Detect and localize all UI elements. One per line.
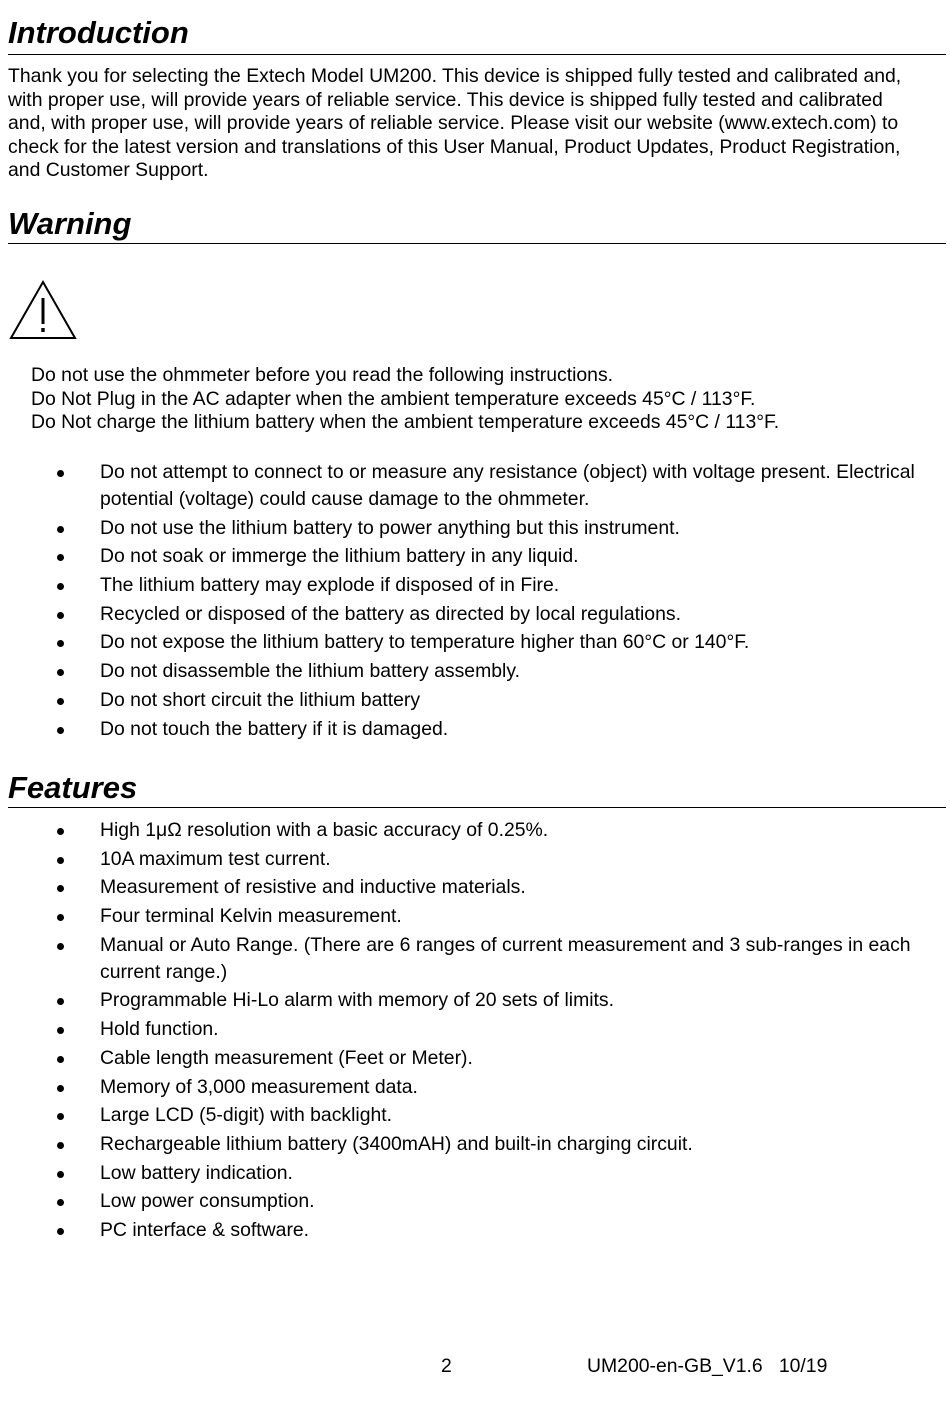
bullet-icon	[57, 554, 64, 561]
list-item: Large LCD (5-digit) with backlight.	[0, 1102, 930, 1129]
warning-line: Do not use the ohmmeter before you read the following instructions.	[31, 364, 614, 386]
list-item: The lithium battery may explode if disposed of in Fire.	[0, 572, 930, 599]
page-number: 2	[441, 1355, 452, 1377]
list-item: Low power consumption.	[0, 1188, 930, 1215]
bullet-icon	[57, 1027, 64, 1034]
bullet-icon	[57, 1171, 64, 1178]
list-item: Low battery indication.	[0, 1160, 930, 1187]
bullet-icon	[57, 1228, 64, 1235]
bullet-icon	[57, 1199, 64, 1206]
warning-line: Do Not charge the lithium battery when the ambient temperature exceeds 45°C / 113°F.	[31, 411, 780, 434]
warning-intro-lines	[31, 364, 779, 435]
warning-triangle-icon	[8, 279, 78, 341]
bullet-icon	[57, 1113, 64, 1120]
list-item: Do not expose the lithium battery to temperature higher than 60°C or 140°F.	[0, 629, 930, 656]
warning-heading: Warning	[8, 208, 946, 244]
list-item: Do not attempt to connect to or measure any resistance (object) with voltage present. Electrical potential (voltage) could cause damage to the ohmmeter.	[0, 459, 930, 513]
bullet-icon	[57, 885, 64, 892]
bullet-icon	[57, 998, 64, 1005]
bullet-icon	[57, 828, 64, 835]
warning-line: Do Not Plug in the AC adapter when the ambient temperature exceeds 45°C / 113°F.	[31, 387, 756, 410]
list-item: Do not touch the battery if it is damaged.	[0, 716, 930, 743]
list-item: Recycled or disposed of the battery as directed by local regulations.	[0, 601, 930, 628]
list-item: Hold function.	[0, 1016, 930, 1043]
bullet-icon	[57, 1142, 64, 1149]
introduction-text: Thank you for selecting the Extech Model UM200. This device is shipped fully tested and calibrated and, with proper use, will provide years of reliable service. This device is shipped fully tested and calibrated and, with proper use, will provide years of reliable service. Please visit our website (www.extech.com) to check for the latest version and translations of this User Manual, Product Updates, Product Registration, and Customer Support.	[8, 65, 902, 182]
bullet-icon	[57, 943, 64, 950]
bullet-icon	[57, 583, 64, 590]
list-item: Manual or Auto Range. (There are 6 ranges of current measurement and 3 sub-ranges in each current range.)	[0, 932, 930, 986]
bullet-icon	[57, 857, 64, 864]
list-item: Do not use the lithium battery to power anything but this instrument.	[0, 515, 930, 542]
document-id: UM200-en-GB_V1.6 10/19	[587, 1355, 828, 1377]
list-item: Do not soak or immerge the lithium battery in any liquid.	[0, 543, 930, 570]
list-item: Measurement of resistive and inductive materials.	[0, 874, 930, 901]
list-item: 10A maximum test current.	[0, 846, 930, 873]
features-bullet-list	[0, 817, 930, 1246]
bullet-icon	[57, 669, 64, 676]
bullet-icon	[57, 1085, 64, 1092]
list-item: High 1μΩ resolution with a basic accuracy of 0.25%.	[0, 817, 930, 844]
list-item: Programmable Hi-Lo alarm with memory of 20 sets of limits.	[0, 987, 930, 1014]
bullet-icon	[57, 698, 64, 705]
bullet-icon	[57, 914, 64, 921]
bullet-icon	[57, 470, 64, 477]
list-item: Memory of 3,000 measurement data.	[0, 1074, 930, 1101]
list-item: PC interface & software.	[0, 1217, 930, 1244]
list-item: Cable length measurement (Feet or Meter).	[0, 1045, 930, 1072]
bullet-icon	[57, 727, 64, 734]
list-item: Do not disassemble the lithium battery assembly.	[0, 658, 930, 685]
warning-bullet-list	[0, 459, 930, 744]
bullet-icon	[57, 1056, 64, 1063]
introduction-heading: Introduction	[8, 17, 946, 55]
bullet-icon	[57, 612, 64, 619]
list-item: Four terminal Kelvin measurement.	[0, 903, 930, 930]
bullet-icon	[57, 526, 64, 533]
list-item: Do not short circuit the lithium battery	[0, 687, 930, 714]
features-heading: Features	[8, 772, 946, 808]
bullet-icon	[57, 640, 64, 647]
list-item: Rechargeable lithium battery (3400mAH) and built-in charging circuit.	[0, 1131, 930, 1158]
